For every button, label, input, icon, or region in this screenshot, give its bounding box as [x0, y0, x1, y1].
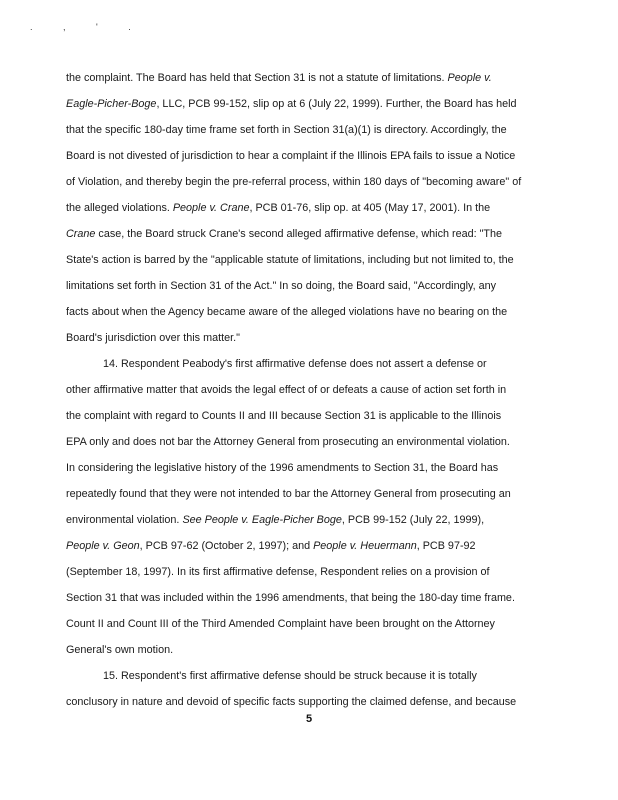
text-line: Eagle-Picher-Boge, LLC, PCB 99-152, slip op at 6 (July 22, 1999). Further, the Board has held	[66, 98, 517, 110]
header-scan-marks: . , ' .	[30, 22, 145, 32]
text-line: General's own motion.	[66, 644, 174, 656]
text-line: Board is not divested of jurisdiction to hear a complaint if the Illinois EPA fails to issue a Notice	[66, 150, 516, 162]
text-line: Count II and Count III of the Third Amended Complaint have been brought on the Attorney	[66, 618, 495, 630]
paragraph-15-first-line: 15. Respondent's first affirmative defense should be struck because it is totally	[103, 670, 477, 682]
text-line: the complaint with regard to Counts II and III because Section 31 is applicable to the Illinois	[66, 410, 502, 422]
page-number: 5	[305, 713, 313, 725]
text-line: Board's jurisdiction over this matter."	[66, 332, 240, 344]
text-line: conclusory in nature and devoid of specific facts supporting the claimed defense, and because	[66, 696, 517, 708]
text-line: People v. Geon, PCB 97-62 (October 2, 1997); and People v. Heuermann, PCB 97-92	[66, 540, 476, 552]
paragraph-14-first-line: 14. Respondent Peabody's first affirmative defense does not assert a defense or	[103, 358, 487, 370]
text-line: Section 31 that was included within the 1996 amendments, that being the 180-day time frame.	[66, 592, 515, 604]
text-line: Crane case, the Board struck Crane's second alleged affirmative defense, which read: "The	[66, 228, 503, 240]
text-line: (September 18, 1997). In its first affirmative defense, Respondent relies on a provision of	[66, 566, 490, 578]
text-line: facts about when the Agency became aware of the alleged violations have no bearing on the	[66, 306, 508, 318]
text-line: EPA only and does not bar the Attorney General from prosecuting an environmental violation.	[66, 436, 510, 448]
text-line: In considering the legislative history of the 1996 amendments to Section 31, the Board has	[66, 462, 499, 474]
text-line: State's action is barred by the "applicable statute of limitations, including but not limited to, the	[66, 254, 514, 266]
text-line: of Violation, and thereby begin the pre-referral process, within 180 days of "becoming aware" of	[66, 176, 522, 188]
text-line: the alleged violations. People v. Crane, PCB 01-76, slip op. at 405 (May 17, 2001). In the	[66, 202, 491, 214]
text-line: environmental violation. See People v. Eagle-Picher Boge, PCB 99-152 (July 22, 1999),	[66, 514, 485, 526]
text-line: repeatedly found that they were not intended to bar the Attorney General from prosecuting an	[66, 488, 511, 500]
text-line: limitations set forth in Section 31 of the Act." In so doing, the Board said, "Accordingly, any	[66, 280, 496, 292]
text-line: other affirmative matter that avoids the legal effect of or defeats a cause of action set forth in	[66, 384, 507, 396]
text-line: the complaint. The Board has held that Section 31 is not a statute of limitations. People v.	[66, 72, 492, 84]
text-line: that the specific 180-day time frame set forth in Section 31(a)(1) is directory. Accordingly, the	[66, 124, 507, 136]
